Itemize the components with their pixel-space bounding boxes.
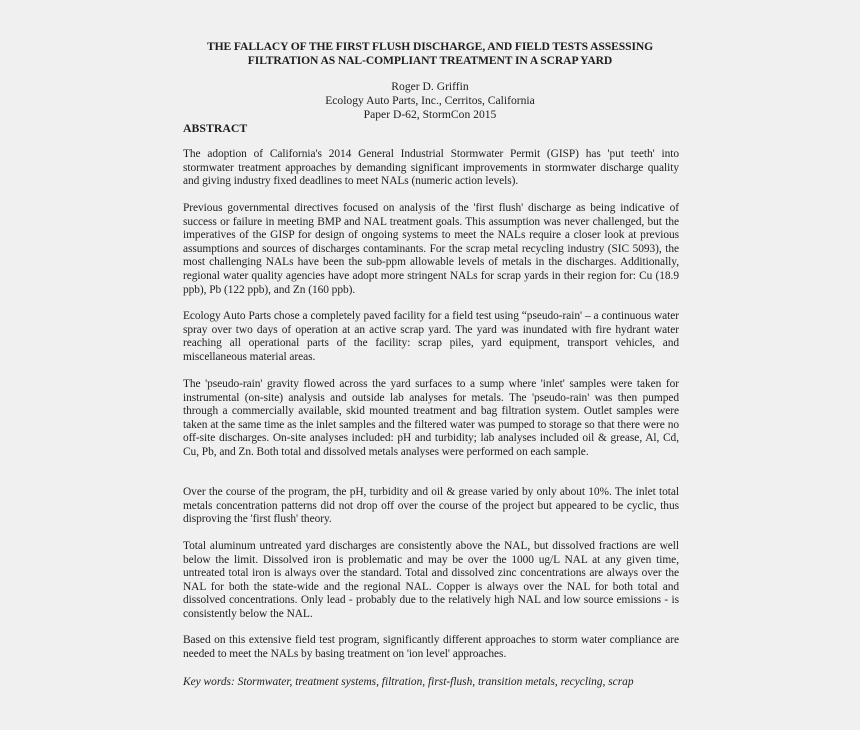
abstract-heading: ABSTRACT (183, 121, 248, 135)
title-line-1: THE FALLACY OF THE FIRST FLUSH DISCHARGE, AND FIELD TESTS ASSESSING (206, 40, 654, 53)
author-name: Roger D. Griffin (391, 80, 469, 93)
author-block (180, 80, 680, 122)
abstract-paragraph: The 'pseudo-rain' gravity flowed across the yard surfaces to a sump where 'inlet' samples were taken for instrumental (on-site) analysis and outside lab analyses for metals. The 'pseudo-rain' was then pumped through a commercially available, skid mounted treatment and bag filtration system. Outlet samples were taken at the same time as the inlet samples and the filtered water was pumped to storage so that there were no off-site discharges. On-site analyses included: pH and turbidity; lab analyses included oil & grease, Al, Cd, Cu, Pb, and Zn. Both total and dissolved metals analyses were performed on each sample. (183, 378, 679, 458)
abstract-paragraph: The adoption of California's 2014 General Industrial Stormwater Permit (GISP) has 'put teeth' into stormwater treatment approaches by demanding significant improvements in stormwater discharge quality and giving industry fixed deadlines to meet NALs (numeric action levels). (183, 148, 679, 188)
abstract-paragraph: Based on this extensive field test program, significantly different approaches to storm water compliance are needed to meet the NALs by basing treatment on 'ion level' approaches. (183, 634, 679, 660)
abstract-paragraph: Ecology Auto Parts chose a completely paved facility for a field test using “pseudo-rain' – a continuous water spray over two days of operation at an active scrap yard. The yard was inundated with fire hydrant water reaching all operational parts of the facility: scrap piles, yard equipment, transport vehicles, and miscellaneous material areas. (183, 310, 679, 363)
keywords-line: Key words: Stormwater, treatment systems, filtration, first-flush, transition metals, recycling, scrap (183, 676, 634, 688)
paper-title (180, 40, 680, 68)
paper-reference: Paper D-62, StormCon 2015 (363, 108, 497, 121)
abstract-paragraph: Over the course of the program, the pH, turbidity and oil & grease varied by only about 10%. The inlet total metals concentration patterns did not drop off over the course of the project but appeared to be cyclic, thus disproving the 'first flush' theory. (183, 486, 679, 526)
abstract-paragraph: Previous governmental directives focused on analysis of the 'first flush' discharge as being indicative of success or failure in meeting BMP and NAL treatment goals. This assumption was never challenged, but the imperatives of the GISP for design of ongoing systems to meet the NALs require a closer look at previous assumptions and sources of discharges contaminants. For the scrap metal recycling industry (SIC 5093), the most challenging NALs have been the sub-ppm allowable levels of metals in the discharges. Additionally, regional water quality agencies have adopt more stringent NALs for scrap yards in their region for: Cu (18.9 ppb), Pb (122 ppb), and Zn (160 ppb). (183, 202, 679, 296)
author-affiliation: Ecology Auto Parts, Inc., Cerritos, California (325, 94, 535, 107)
abstract-paragraph: Total aluminum untreated yard discharges are consistently above the NAL, but dissolved fractions are well below the limit. Dissolved iron is problematic and may be over the 1000 ug/L NAL at any given time, untreated total iron is always over the standard. Total and dissolved zinc concentrations are always over the NAL for both the state-wide and the regional NAL. Copper is always over the NAL for both total and dissolved concentrations. Only lead - probably due to the relatively high NAL and low source emissions - is consistently below the NAL. (183, 540, 679, 620)
title-line-2: FILTRATION AS NAL-COMPLIANT TREATMENT IN A SCRAP YARD (247, 54, 613, 67)
